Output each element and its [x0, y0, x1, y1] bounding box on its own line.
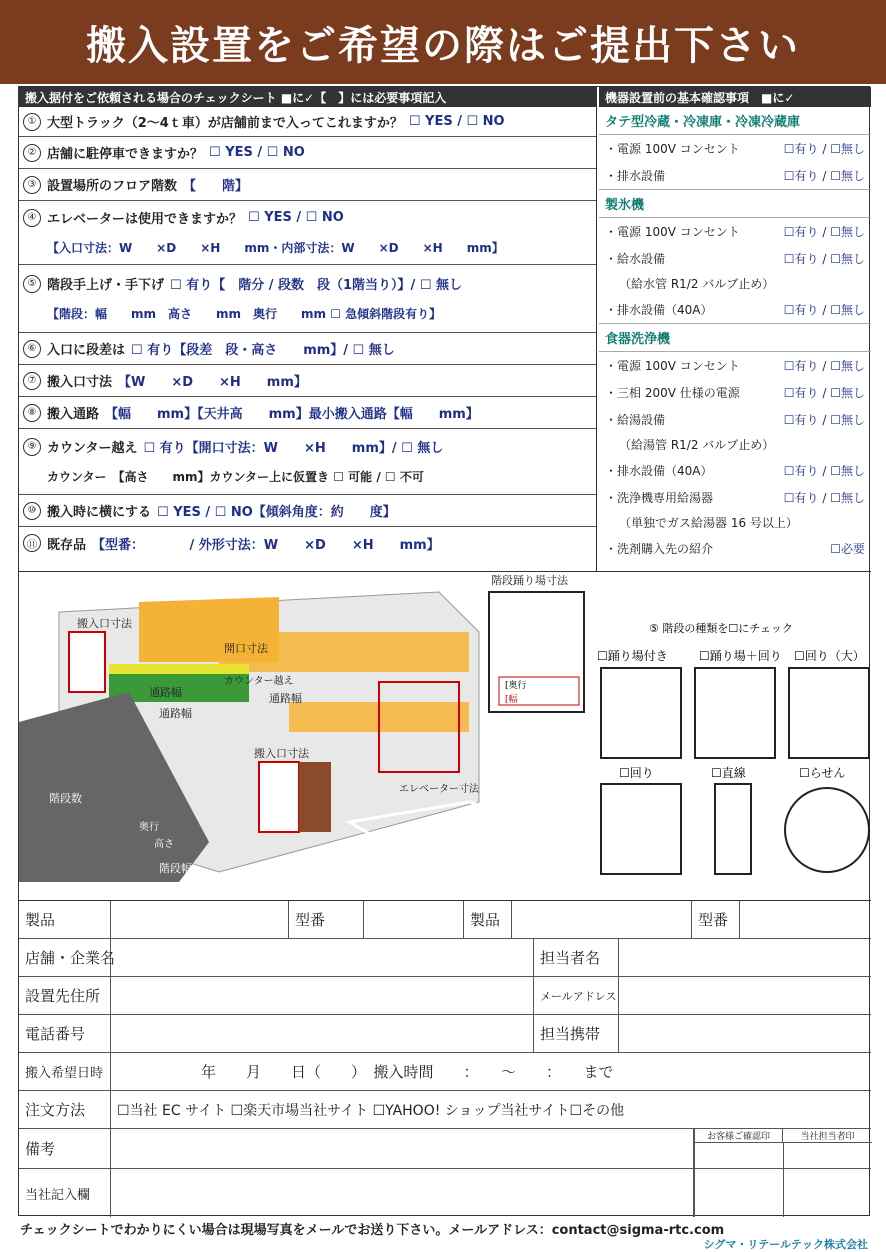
equip-item[interactable]: ・給水設備 ☐有り / ☐無し	[605, 252, 865, 266]
product-label: 製品	[19, 901, 111, 938]
address-label: 設置先住所	[19, 977, 111, 1014]
check-row[interactable]: ⑦ 搬入口寸法 【W ×D ×H mm】	[19, 365, 596, 397]
order-options[interactable]: ☐当社 EC サイト ☐楽天市場当社サイト ☐YAHOO! ショップ当社サイト☐その他	[117, 1102, 625, 1119]
order-label: 注文方法	[19, 1091, 111, 1128]
date-label: 搬入希望日時	[19, 1053, 111, 1090]
company-name: シグマ・リテールテック株式会社	[703, 1238, 868, 1251]
stair-type: ☐らせん	[799, 766, 846, 780]
label-depth: 奥行	[139, 822, 159, 833]
phone-field[interactable]	[111, 1015, 534, 1052]
model-label: 型番	[692, 901, 740, 938]
check-row[interactable]: ⑪ 既存品 【型番： / 外形寸法：W ×D ×H mm】	[19, 527, 596, 559]
label-entrance: 搬入口寸法	[254, 747, 309, 760]
delivery-diagram	[19, 571, 871, 901]
page-title: 搬入設置をご希望の際はご提出下さい	[0, 0, 886, 84]
equip-note: （給湯管 R1/2 バルブ止め）	[619, 438, 775, 452]
email-label: メールアドレス	[534, 977, 619, 1014]
check-row[interactable]: ④ エレベーターは使用できますか？ ☐ YES / ☐ NO 【入口寸法：W ×D ×H mm・内部寸法：W ×D ×H mm】	[19, 201, 596, 265]
stair-type: ☐踊り場付き	[597, 649, 668, 663]
mobile-field[interactable]	[619, 1015, 871, 1052]
check-row[interactable]: ⑩ 搬入時に横にする ☐ YES / ☐ NO【傾斜角度：約 度】	[19, 495, 596, 527]
section-title: 製氷機	[599, 189, 871, 218]
stair-type: ☐踊り場＋回り	[699, 649, 782, 663]
label-counter: カウンター越え	[224, 676, 294, 687]
check-row[interactable]: ⑥ 入口に段差は ☐ 有り【段差 段・高さ mm】/ ☐ 無し	[19, 333, 596, 365]
label-opening: 開口寸法	[224, 642, 268, 655]
phone-label: 電話番号	[19, 1015, 111, 1052]
label-elevator: エレベーター寸法	[399, 784, 479, 795]
label-entrance: 搬入口寸法	[77, 617, 132, 630]
check-row[interactable]: ⑤ 階段手上げ・手下げ ☐ 有り【 階分 / 段数 段（1階当り）】/ ☐ 無し 【階段：幅 mm 高さ mm 奥行 mm ☐ 急傾斜階段有り】	[19, 265, 596, 333]
stair-title: 階段踊り場寸法	[491, 574, 568, 587]
check-row[interactable]: ③ 設置場所のフロア階数 【 階】	[19, 169, 596, 201]
person-field[interactable]	[619, 939, 871, 976]
label-aisle: 通路幅	[269, 692, 302, 705]
model-label: 型番	[289, 901, 364, 938]
person-label: 担当者名	[534, 939, 619, 976]
equip-item[interactable]: ・排水設備（40A） ☐有り / ☐無し	[605, 464, 865, 478]
notes-field[interactable]	[111, 1129, 694, 1168]
stair-type: ☐直線	[711, 766, 746, 780]
notes-label: 備考	[19, 1129, 111, 1168]
address-field[interactable]	[111, 977, 534, 1014]
label-stair-width: 階段幅	[159, 862, 192, 875]
label-aisle: 通路幅	[149, 686, 182, 699]
equip-item[interactable]: ・電源 100V コンセント ☐有り / ☐無し	[605, 359, 865, 373]
internal-label: 当社記入欄	[19, 1169, 111, 1217]
label-steps: 階段数	[49, 792, 82, 805]
equip-item[interactable]: ・電源 100V コンセント ☐有り / ☐無し	[605, 142, 865, 156]
check-row[interactable]: ⑧ 搬入通路 【幅 mm】【天井高 mm】最小搬入通路【幅 mm】	[19, 397, 596, 429]
left-header: 搬入据付をご依頼される場合のチェックシート ■に✓【 】には必要事項記入	[19, 87, 597, 107]
date-field[interactable]: 年 月 日（ ） 搬入時間 ： ～ ： まで	[201, 1063, 614, 1081]
equip-item[interactable]: ・洗剤購入先の紹介 ☐必要	[605, 542, 865, 556]
equip-item[interactable]: ・洗浄機専用給湯器 ☐有り / ☐無し	[605, 491, 865, 505]
product-label: 製品	[464, 901, 512, 938]
store-field[interactable]	[111, 939, 534, 976]
equip-item[interactable]: ・排水設備（40A） ☐有り / ☐無し	[605, 303, 865, 317]
label-height: 高さ	[154, 839, 174, 850]
equip-item[interactable]: ・排水設備 ☐有り / ☐無し	[605, 169, 865, 183]
stair-types-title: ⑤ 階段の種類を☐にチェック	[649, 622, 793, 635]
checklist	[19, 107, 597, 571]
equipment-checklist	[599, 107, 871, 571]
staff-stamp-label: 当社担当者印	[783, 1129, 872, 1143]
check-row[interactable]: ⑨ カウンター越え ☐ 有り【開口寸法：W ×H mm】/ ☐ 無し カウンター 【高さ mm】カウンター上に仮置き ☐ 可能 / ☐ 不可	[19, 429, 596, 495]
diagram-svg	[19, 572, 871, 902]
label-aisle: 通路幅	[159, 707, 192, 720]
equip-item[interactable]: ・給湯設備 ☐有り / ☐無し	[605, 413, 865, 427]
model-field[interactable]	[364, 901, 464, 938]
order-form	[19, 901, 871, 1217]
footer-note: チェックシートでわかりにくい場合は現場写真をメールでお送り下さい。メールアドレス：contact@sigma-rtc.com	[20, 1223, 725, 1238]
check-row[interactable]: ① 大型トラック（2～4ｔ車）が店舗前まで入ってこれますか？ ☐ YES / ☐ NO	[19, 107, 596, 137]
equip-item[interactable]: ・三相 200V 仕様の電源 ☐有り / ☐無し	[605, 386, 865, 400]
customer-stamp-label: お客様ご確認印	[695, 1129, 783, 1143]
right-header: 機器設置前の基本確認事項 ■に✓	[599, 87, 871, 107]
email-field[interactable]	[619, 977, 871, 1014]
product-field[interactable]	[111, 901, 289, 938]
stair-width-label: [幅	[505, 695, 518, 705]
check-row[interactable]: ② 店舗に駐停車できますか？ ☐ YES / ☐ NO	[19, 137, 596, 169]
stair-depth-label: [奥行	[505, 681, 527, 691]
stair-type: ☐回り	[619, 766, 654, 780]
check-sheet	[18, 86, 870, 1216]
mobile-label: 担当携帯	[534, 1015, 619, 1052]
product-field[interactable]	[512, 901, 692, 938]
section-title: 食器洗浄機	[599, 323, 871, 352]
internal-field[interactable]	[111, 1169, 694, 1217]
model-field[interactable]	[740, 901, 871, 938]
stair-type: ☐回り（大）	[794, 649, 865, 663]
store-label: 店舗・企業名	[19, 939, 111, 976]
equip-note: （給水管 R1/2 バルブ止め）	[619, 277, 775, 291]
equip-item[interactable]: ・電源 100V コンセント ☐有り / ☐無し	[605, 225, 865, 239]
equip-note: （単独でガス給湯器 16 号以上）	[619, 516, 798, 530]
section-title: タテ型冷蔵・冷凍庫・冷凍冷蔵庫	[599, 107, 871, 135]
